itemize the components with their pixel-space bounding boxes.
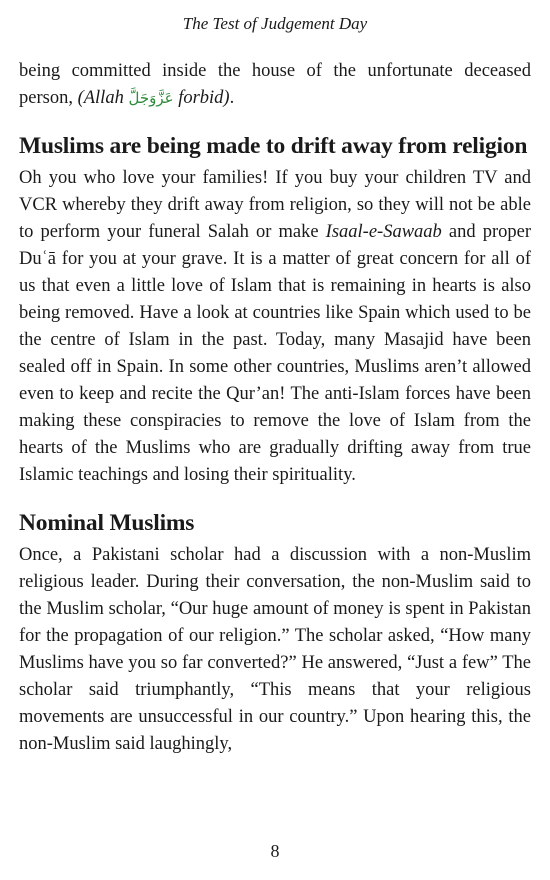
page-body <box>19 58 531 758</box>
paren-open: (Allah <box>77 88 129 108</box>
intro-paragraph <box>19 58 531 113</box>
arabic-honorific: عَزَّوَجَلَّ <box>128 91 174 107</box>
honorific-phrase <box>78 88 230 108</box>
intro-text: being committed inside the house of the unfortunate deceased person, <box>19 61 531 108</box>
intro-end: . <box>229 88 235 108</box>
drift-paragraph <box>19 165 531 489</box>
drift-text-1: Oh you who love your families! If you buy your children TV and VCR whereby they drift away from religion, so they will not be able to perform your funeral Salah or make <box>19 168 531 242</box>
drift-text-2: and proper Duʿā for you at your grave. It is a matter of great concern for all of us that even a little love of Islam that is remaining in hearts is also being removed. Have a look at countries like Spain which used to be the centre of Islam in the past. Today, many Masajid have been sealed off in Spain. In some other countries, Muslims aren’t allowed even to keep and recite the Qur’an! The anti-Islam forces have been making these conspiracies to remove the love of Islam from the hearts of the Muslims who are gradually drifting away from true Islamic teachings and losing their spirituality. <box>19 222 532 485</box>
running-head: The Test of Judgement Day <box>182 14 368 33</box>
paren-close: forbid) <box>173 88 230 108</box>
nominal-paragraph: Once, a Pakistani scholar had a discussion with a non-Muslim religious leader. During their conversation, the non-Muslim said to the Muslim scholar, “Our huge amount of money is spent in Pakistan for the propagation of our religion.” The scholar asked, “How many Muslims have you so far converted?” He answered, “Just a few” The scholar said triumphantly, “This means that your religious movements are unsuccessful in our country.” Upon hearing this, the non-Muslim said laughingly, <box>19 545 531 754</box>
section-heading-nominal: Nominal Muslims <box>19 510 195 536</box>
section-heading-drift: Muslims are being made to drift away from religion <box>19 133 528 159</box>
page-number: 8 <box>270 841 280 861</box>
term-isaal-e-sawaab: Isaal-e-Sawaab <box>325 222 442 242</box>
